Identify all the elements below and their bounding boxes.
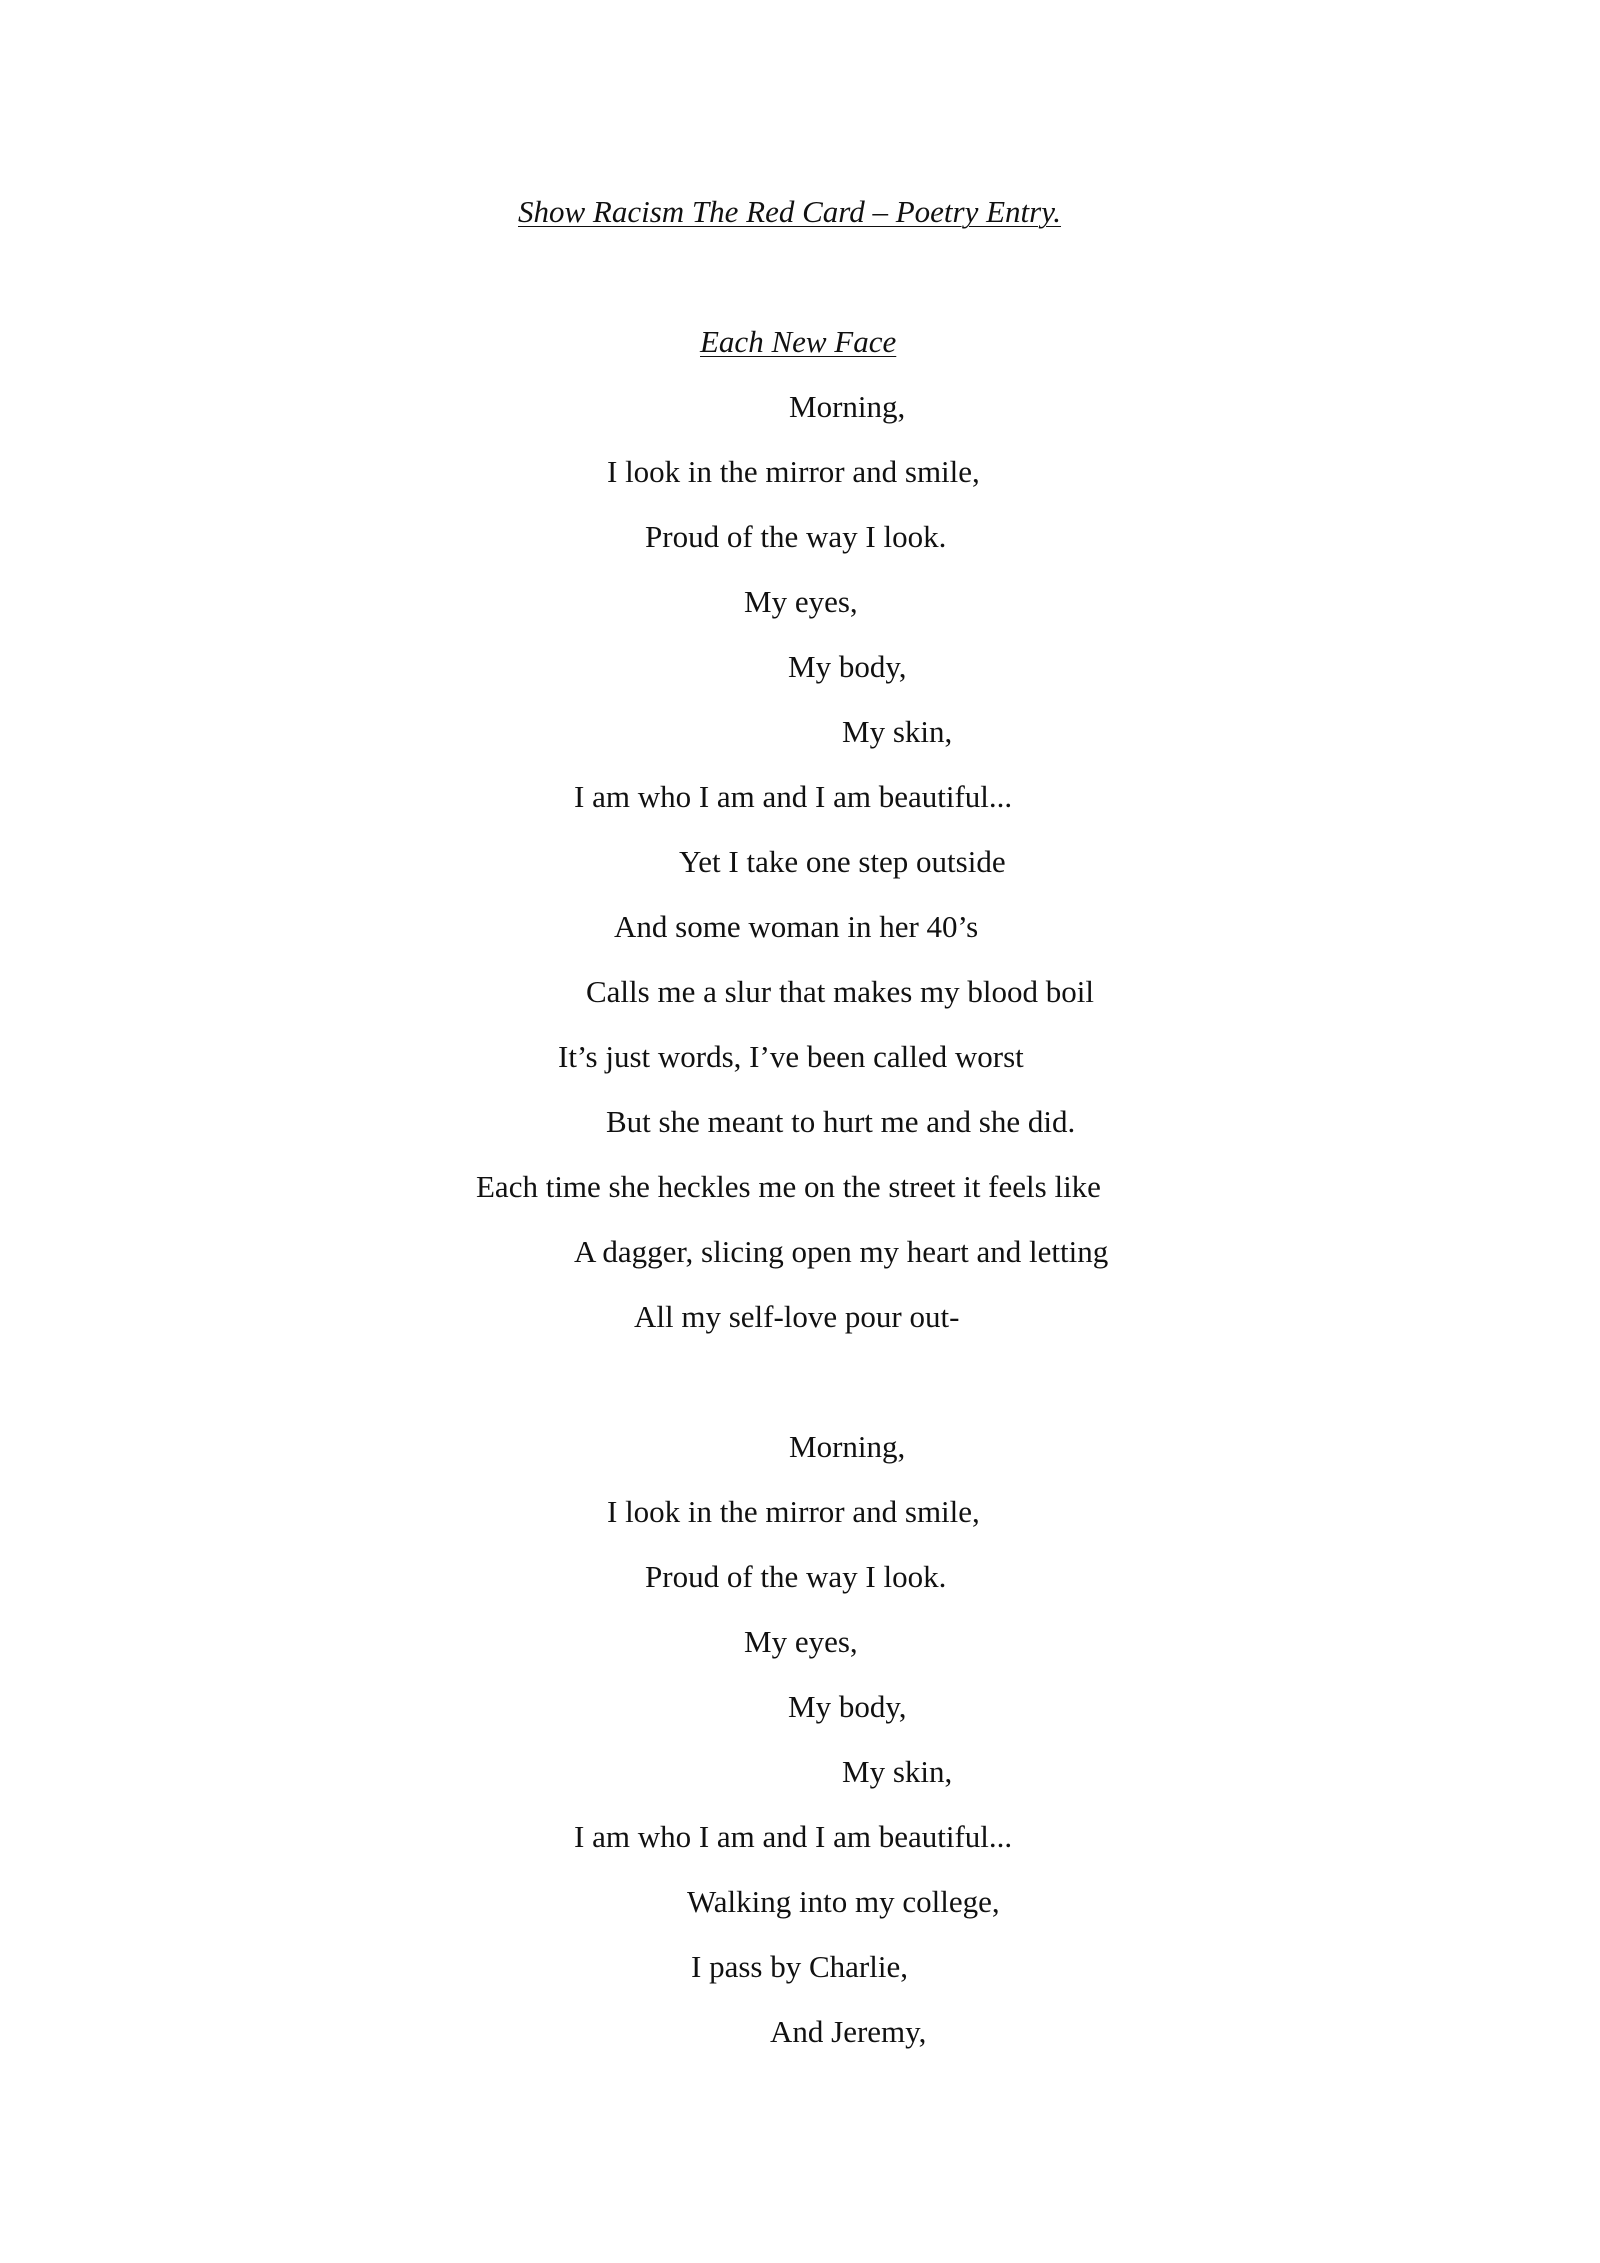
poem-line: My eyes, — [744, 584, 858, 619]
poem-line: My eyes, — [744, 1624, 858, 1659]
poem-line: All my self-love pour out- — [634, 1299, 960, 1334]
document-title: Show Racism The Red Card – Poetry Entry. — [518, 194, 1062, 229]
poem-line: But she meant to hurt me and she did. — [606, 1104, 1076, 1139]
poem-line: And some woman in her 40’s — [614, 909, 979, 944]
poem-line: I am who I am and I am beautiful... — [574, 1819, 1013, 1854]
poem-line: My skin, — [842, 1754, 953, 1789]
poem-line: I look in the mirror and smile, — [607, 454, 980, 489]
poem-line: And Jeremy, — [770, 2014, 927, 2049]
poem-line: I am who I am and I am beautiful... — [574, 779, 1013, 814]
poem-line: It’s just words, I’ve been called worst — [558, 1039, 1024, 1074]
poem-line: Yet I take one step outside — [679, 844, 1006, 879]
poem-line: Proud of the way I look. — [645, 519, 947, 554]
poem-line: Calls me a slur that makes my blood boil — [586, 974, 1094, 1009]
poem-line: My body, — [788, 1689, 907, 1724]
poem-line: I pass by Charlie, — [691, 1949, 908, 1984]
poem-line: Proud of the way I look. — [645, 1559, 947, 1594]
poem-line: My body, — [788, 649, 907, 684]
poem-title: Each New Face — [700, 324, 897, 359]
poem-line: Morning, — [789, 1429, 906, 1464]
poem-line: Each time she heckles me on the street it feels like — [476, 1169, 1101, 1204]
poem-line: My skin, — [842, 714, 953, 749]
poem-line: Morning, — [789, 389, 906, 424]
poem-line: A dagger, slicing open my heart and letting — [574, 1234, 1109, 1269]
poem-line: I look in the mirror and smile, — [607, 1494, 980, 1529]
poem-line: Walking into my college, — [687, 1884, 1000, 1919]
